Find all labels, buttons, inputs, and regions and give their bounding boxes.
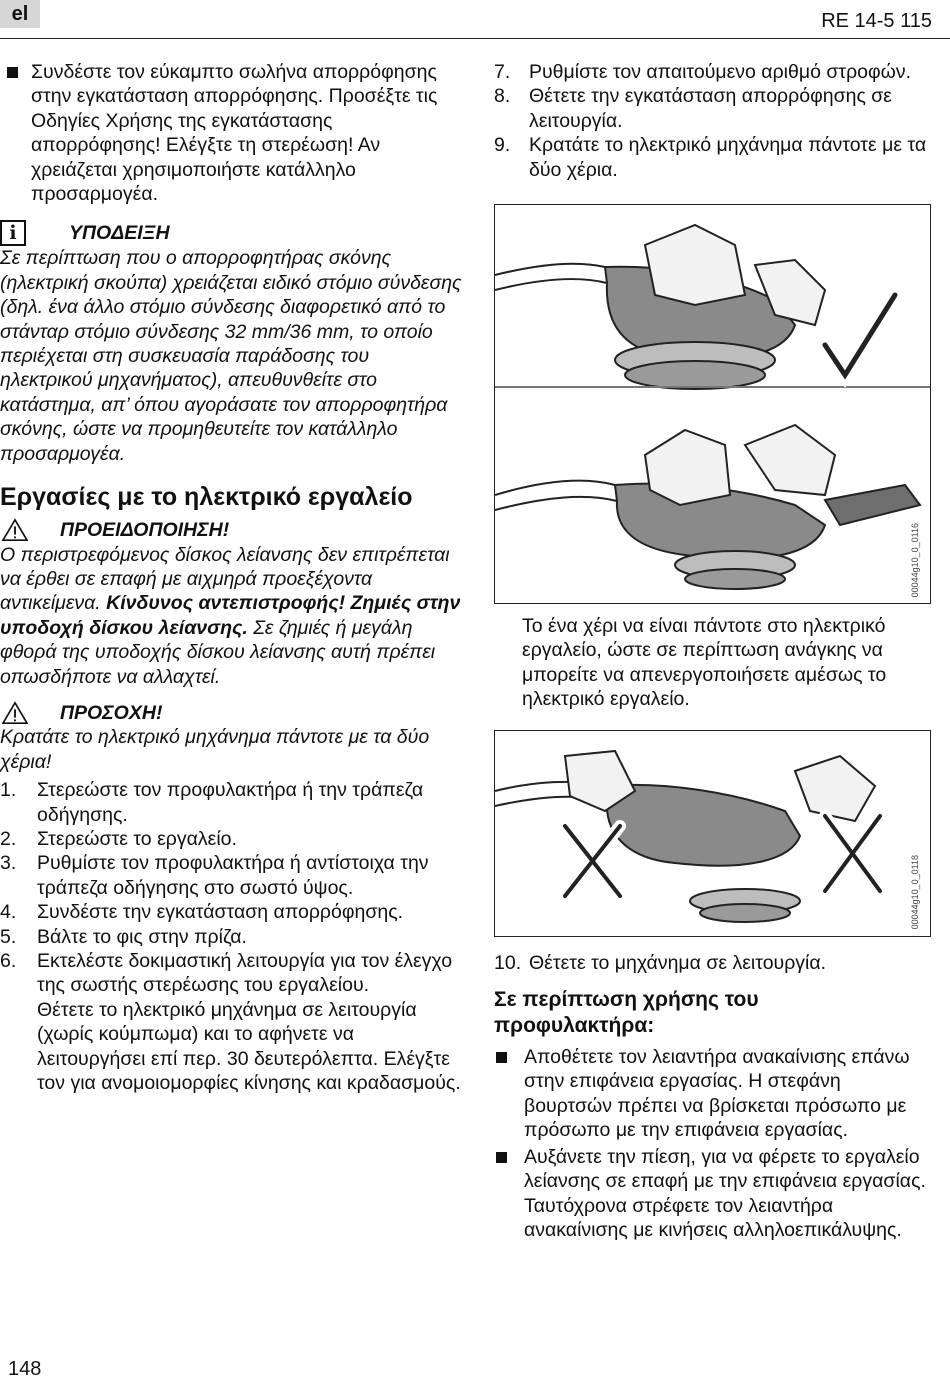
page-number: 148 xyxy=(8,1358,42,1380)
bullet-square-icon xyxy=(496,1052,507,1063)
step-number: 8. xyxy=(494,85,511,108)
step-item xyxy=(0,851,462,900)
left-column xyxy=(0,60,462,1095)
figure-caption: Το ένα χέρι να είναι πάντοτε στο ηλεκτρικό εργαλείο, ώστε σε περίπτωση ανάγκης να μπορείτε να απενεργοποιήσετε αμέσως το ηλεκτρικό εργαλείο. xyxy=(522,615,887,711)
step-number: 3. xyxy=(0,852,17,875)
step-6-details: Θέτετε το ηλεκτρικό μηχάνημα σε λειτουργία (χωρίς κούμπωμα) και το αφήνετε να λειτουργήσει επί περ. 30 δευτερόλεπτα. Ελέγξτε τον για ανομοιομορφίες κίνησης και κραδασμούς. xyxy=(37,998,461,1095)
step-text: Θέτετε το μηχάνημα σε λειτουργία. xyxy=(529,951,827,974)
step-item xyxy=(494,133,934,182)
warning-heading xyxy=(0,518,462,542)
warning-triangle-icon xyxy=(0,518,30,542)
warning-text xyxy=(0,543,462,689)
step-text: Συνδέστε την εγκατάσταση απορρόφησης. xyxy=(37,901,404,924)
step-text: Θέτετε την εγκατάσταση απορρόφησης σε λειτουργία. xyxy=(529,85,892,132)
step-number: 9. xyxy=(494,134,511,157)
list-item xyxy=(494,1045,934,1143)
list-item xyxy=(0,60,462,206)
note-heading xyxy=(0,220,462,246)
sander-illustration xyxy=(495,731,930,936)
bullet-square-icon xyxy=(496,1152,507,1163)
warning-text-part: Ο περιστρεφόμενος δίσκος λείανσης δεν επιτρέπεται να έρθει σε επαφή με αιχμηρά προεξέχοντα αντικείμενα. xyxy=(0,543,450,615)
warning-text-part: Σε ζημιές ή μεγάλη φθορά της υποδοχής δίσκου λείανσης αυτή πρέπει οπωσδήποτε να αλλαχτεί. xyxy=(0,616,436,688)
step-item xyxy=(0,900,462,924)
warning-title: ΠΡΟΕΙΔΟΠΟΙΗΣΗ! xyxy=(60,519,230,542)
caution-text: Κρατάτε το ηλεκτρικό μηχάνημα πάντοτε με τα δύο χέρια! xyxy=(0,726,430,773)
caution-title: ΠΡΟΣΟΧΗ! xyxy=(60,701,163,724)
step-number: 2. xyxy=(0,827,17,850)
step-item xyxy=(0,949,462,998)
bullet-text: Αποθέτετε τον λειαντήρα ανακαίνισης επάνω στην επιφάνεια εργασίας. Η στεφάνη βουρτσών πρέπει να βρίσκεται πρόσωπο με πρόσωπο με την επιφάνεια εργασίας. xyxy=(524,1046,910,1142)
step-number: 1. xyxy=(0,779,17,802)
step-number: 5. xyxy=(0,925,17,948)
note-text: Σε περίπτωση που ο απορροφητήρας σκόνης (ηλεκτρική σκούπα) χρειάζεται ειδικό στόμιο σύνδεσης (δηλ. ένα άλλο στόμιο σύνδεσης διαφορετικό από το στάνταρ στόμιο σύνδεσης 32 mm/36 mm, το οποίο περιέχεται στη συσκευασία παράδοσης του ηλεκτρικού μηχανήματος), απευθυνθείτε στο κατάστημα, απ’ όπου αγοράσατε τον απορροφητήρα σκόνης, ώστε να προμηθευτείτε τον κατάλληλο προσαρμογέα. xyxy=(0,247,462,465)
note-title: ΥΠΟΔΕΙΞΗ xyxy=(69,222,170,245)
figure-code: 00044g10_0_0116 xyxy=(909,522,920,598)
step-text: Στερεώστε τον προφυλακτήρα ή την τράπεζα οδήγησης. xyxy=(37,779,424,826)
step-text: Κρατάτε το ηλεκτρικό μηχάνημα πάντοτε με τα δύο χέρια. xyxy=(529,134,927,181)
warning-triangle-icon xyxy=(0,701,30,725)
step-number: 4. xyxy=(0,901,17,924)
figure-incorrect-grip xyxy=(494,730,931,937)
header-divider xyxy=(0,38,950,39)
bullet-square-icon xyxy=(7,67,18,78)
bullet-text: Αυξάνετε την πίεση, για να φέρετε το εργαλείο λείανσης σε επαφή με την επιφάνεια εργασίας. Ταυτόχρονα στρέφετε τον λειαντήρα ανακαίνισης με κινήσεις αλληλοεπικάλυψης. xyxy=(524,1145,926,1241)
step-number: 7. xyxy=(494,61,511,83)
subsection-title: Σε περίπτωση χρήσης του προφυλακτήρα: xyxy=(494,988,759,1038)
step-text: Στερεώστε το εργαλείο. xyxy=(37,827,237,850)
list-item xyxy=(494,1145,934,1243)
step-text: Ρυθμίστε τον απαιτούμενο αριθμό στροφών. xyxy=(529,61,912,83)
step-text: Ρυθμίστε τον προφυλακτήρα ή αντίστοιχα την τράπεζα οδήγησης στο σωστό ύψος. xyxy=(37,852,429,899)
step-text: Βάλτε το φις στην πρίζα. xyxy=(37,925,247,948)
step-item xyxy=(0,778,462,827)
figure-correct-grip xyxy=(494,204,931,604)
figure-code: 00044g10_0_0118 xyxy=(909,855,920,930)
step-item xyxy=(0,925,462,949)
step-text: Εκτελέστε δοκιμαστική λειτουργία για τον έλεγχο της σωστής στερέωσης του εργαλείου. xyxy=(37,950,453,997)
step-number: 10. xyxy=(494,951,522,974)
warning-text-emphasis: Κίνδυνος αντεπιστροφής! Ζημιές στην υποδοχή δίσκου λείανσης. xyxy=(0,592,461,639)
sander-illustration xyxy=(495,205,930,603)
step-item xyxy=(0,827,462,851)
section-title: Εργασίες με το ηλεκτρικό εργαλείο xyxy=(0,483,413,512)
info-icon: i xyxy=(0,220,26,246)
language-tab: el xyxy=(0,0,40,28)
document-code: RE 14-5 115 xyxy=(821,10,932,32)
bullet-text: Συνδέστε τον εύκαμπτο σωλήνα απορρόφησης στην εγκατάσταση απορρόφησης. Προσέξτε τις Οδηγίες Χρήσης της εγκατάστασης απορρόφησης! Ελέγξτε τη στερέωση! Αν χρειάζεται χρησιμοποιήστε κατάλληλο προσαρμογέα. xyxy=(31,61,438,206)
step-item xyxy=(494,84,934,133)
step-number: 6. xyxy=(0,950,17,972)
step-item xyxy=(494,60,934,84)
caution-heading xyxy=(0,701,462,725)
step-item xyxy=(494,951,934,975)
right-column xyxy=(494,60,934,1244)
